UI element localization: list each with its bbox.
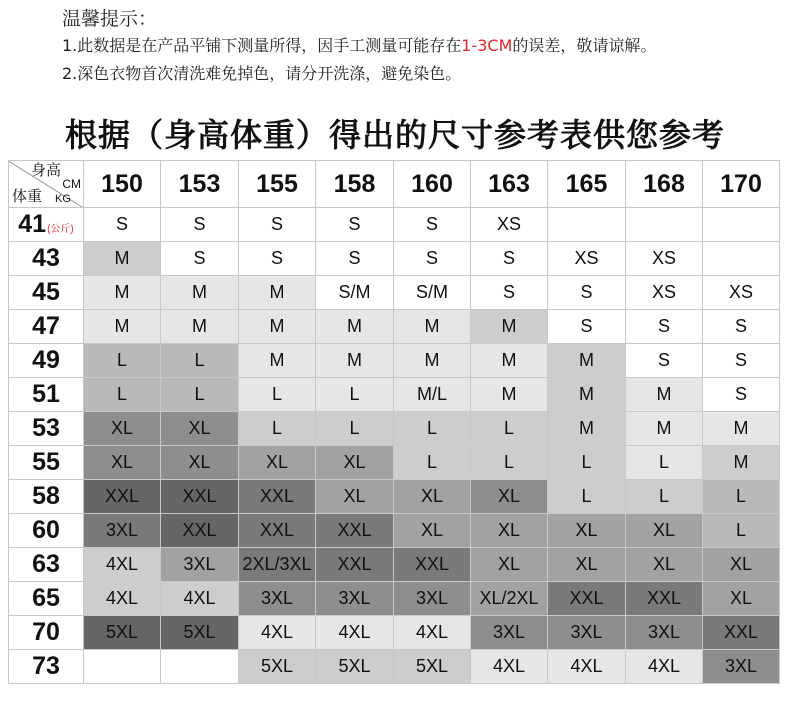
- height-header-cell: 168: [626, 161, 703, 208]
- size-cell: XXL: [316, 548, 394, 582]
- size-cell: XL: [394, 480, 471, 514]
- height-header-cell: 160: [394, 161, 471, 208]
- weight-cell: [9, 412, 84, 446]
- size-cell: S: [161, 208, 239, 242]
- size-cell: 3XL: [548, 616, 626, 650]
- size-cell: 5XL: [239, 650, 316, 684]
- size-cell: 3XL: [161, 548, 239, 582]
- size-cell: XS: [703, 276, 780, 310]
- size-cell: M: [316, 310, 394, 344]
- size-cell: M: [161, 276, 239, 310]
- size-cell: XXL: [548, 582, 626, 616]
- size-cell: L: [84, 344, 161, 378]
- table-row: [9, 446, 780, 480]
- height-header-cell: 155: [239, 161, 316, 208]
- table-row: [9, 208, 780, 242]
- size-cell: L: [626, 446, 703, 480]
- size-cell: 3XL: [84, 514, 161, 548]
- size-cell: 4XL: [239, 616, 316, 650]
- size-cell: XL: [471, 514, 548, 548]
- table-row: [9, 344, 780, 378]
- size-cell: M: [84, 242, 161, 276]
- size-cell: 5XL: [84, 616, 161, 650]
- weight-value: 47: [32, 312, 60, 340]
- weight-value: 70: [32, 618, 60, 646]
- size-cell: XL: [316, 446, 394, 480]
- size-cell: XL: [626, 514, 703, 548]
- table-row: [9, 514, 780, 548]
- size-cell: S/M: [316, 276, 394, 310]
- size-cell: XL: [548, 548, 626, 582]
- size-cell: M: [394, 344, 471, 378]
- weight-value: 51: [32, 380, 60, 408]
- weight-cell: [9, 616, 84, 650]
- size-cell: S: [471, 242, 548, 276]
- note-line-1-highlight: 1-3CM: [461, 36, 513, 55]
- size-cell: M: [394, 310, 471, 344]
- weight-cell: [9, 650, 84, 684]
- size-cell: XS: [626, 276, 703, 310]
- size-cell: M: [471, 310, 548, 344]
- size-cell: L: [703, 514, 780, 548]
- size-cell: M: [84, 276, 161, 310]
- size-cell: XS: [626, 242, 703, 276]
- weight-cell: [9, 582, 84, 616]
- table-row: [9, 480, 780, 514]
- size-cell: [703, 208, 780, 242]
- size-cell: 3XL: [239, 582, 316, 616]
- size-cell: 5XL: [394, 650, 471, 684]
- size-cell: 4XL: [626, 650, 703, 684]
- weight-value: 58: [32, 482, 60, 510]
- size-cell: S: [548, 310, 626, 344]
- weight-value: 73: [32, 652, 60, 680]
- size-cell: XXL: [239, 514, 316, 548]
- height-header-cell: 153: [161, 161, 239, 208]
- size-cell: [703, 242, 780, 276]
- table-row: [9, 650, 780, 684]
- weight-cell: [9, 310, 84, 344]
- notes-title: 温馨提示：: [62, 8, 158, 30]
- size-cell: 3XL: [703, 650, 780, 684]
- size-cell: L: [471, 446, 548, 480]
- size-cell: M: [84, 310, 161, 344]
- size-cell: XL/2XL: [471, 582, 548, 616]
- size-cell: XS: [548, 242, 626, 276]
- size-cell: XL: [84, 446, 161, 480]
- height-header-cell: 150: [84, 161, 161, 208]
- size-cell: S/M: [394, 276, 471, 310]
- size-cell: XL: [161, 412, 239, 446]
- size-cell: L: [394, 412, 471, 446]
- size-cell: S: [394, 242, 471, 276]
- table-row: [9, 310, 780, 344]
- size-cell: XXL: [316, 514, 394, 548]
- table-row: [9, 548, 780, 582]
- size-cell: M: [626, 378, 703, 412]
- note-line-2: 2.深色衣物首次清洗难免掉色，请分开洗涤，避免染色。: [62, 64, 462, 83]
- size-cell: S: [471, 276, 548, 310]
- weight-unit-label: KG: [55, 193, 71, 205]
- size-cell: XL: [161, 446, 239, 480]
- size-cell: 4XL: [316, 616, 394, 650]
- size-cell: S: [161, 242, 239, 276]
- size-cell: 5XL: [316, 650, 394, 684]
- weight-value: 60: [32, 516, 60, 544]
- height-header-cell: 165: [548, 161, 626, 208]
- table-row: [9, 412, 780, 446]
- size-cell: M: [548, 412, 626, 446]
- size-cell: M: [703, 446, 780, 480]
- size-cell: L: [626, 480, 703, 514]
- size-cell: M: [316, 344, 394, 378]
- size-cell: L: [548, 446, 626, 480]
- size-cell: XXL: [703, 616, 780, 650]
- size-cell: XXL: [626, 582, 703, 616]
- table-row: [9, 616, 780, 650]
- size-cell: 5XL: [161, 616, 239, 650]
- weight-value: 63: [32, 550, 60, 578]
- note-line-1-after: 的误差，敬请谅解。: [512, 36, 657, 55]
- size-cell: M: [239, 344, 316, 378]
- size-cell: M: [548, 378, 626, 412]
- weight-cell: [9, 378, 84, 412]
- size-cell: XL: [471, 480, 548, 514]
- weight-value: 65: [32, 584, 60, 612]
- weight-value: 49: [32, 346, 60, 374]
- size-cell: S: [626, 310, 703, 344]
- height-unit-label: CM: [62, 177, 81, 191]
- size-cell: L: [161, 344, 239, 378]
- size-cell: XL: [703, 548, 780, 582]
- corner-cell: [9, 161, 84, 208]
- size-cell: L: [316, 412, 394, 446]
- size-cell: S: [548, 276, 626, 310]
- weight-value: 53: [32, 414, 60, 442]
- size-cell: S: [703, 344, 780, 378]
- size-cell: XL: [316, 480, 394, 514]
- size-cell: 4XL: [471, 650, 548, 684]
- size-cell: L: [548, 480, 626, 514]
- size-cell: XXL: [161, 480, 239, 514]
- size-cell: M: [471, 344, 548, 378]
- size-cell: S: [703, 378, 780, 412]
- size-cell: M: [471, 378, 548, 412]
- weight-value: 45: [32, 278, 60, 306]
- size-cell: XL: [239, 446, 316, 480]
- size-cell: 3XL: [471, 616, 548, 650]
- height-axis-label: 身高: [30, 162, 61, 179]
- size-cell: [626, 208, 703, 242]
- size-cell: M: [548, 344, 626, 378]
- weight-cell: [9, 446, 84, 480]
- table-row: [9, 582, 780, 616]
- size-cell: XS: [471, 208, 548, 242]
- size-cell: S: [84, 208, 161, 242]
- size-cell: XXL: [239, 480, 316, 514]
- weight-cell: [9, 208, 84, 242]
- size-cell: 3XL: [626, 616, 703, 650]
- size-cell: XL: [548, 514, 626, 548]
- size-cell: S: [316, 242, 394, 276]
- size-cell: L: [239, 412, 316, 446]
- size-cell: S: [239, 208, 316, 242]
- size-cell: 3XL: [316, 582, 394, 616]
- size-cell: S: [703, 310, 780, 344]
- weight-cell: [9, 276, 84, 310]
- table-row: [9, 378, 780, 412]
- size-cell: 2XL/3XL: [239, 548, 316, 582]
- height-header-cell: 170: [703, 161, 780, 208]
- size-cell: XXL: [84, 480, 161, 514]
- size-cell: S: [316, 208, 394, 242]
- weight-cell: [9, 242, 84, 276]
- size-cell: L: [394, 446, 471, 480]
- size-chart-table: [8, 160, 780, 684]
- size-cell: 4XL: [161, 582, 239, 616]
- weight-axis-label: 体重: [12, 188, 43, 205]
- weight-cell: [9, 548, 84, 582]
- size-cell: XL: [84, 412, 161, 446]
- size-cell: M: [703, 412, 780, 446]
- page-title: 根据（身高体重）得出的尺寸参考表供您参考: [64, 116, 725, 154]
- size-cell: S: [394, 208, 471, 242]
- size-cell: M: [626, 412, 703, 446]
- weight-value: 41: [18, 210, 47, 238]
- size-cell: XL: [394, 514, 471, 548]
- weight-unit-note: (公斤): [47, 224, 74, 235]
- size-cell: S: [239, 242, 316, 276]
- size-cell: L: [316, 378, 394, 412]
- weight-cell: [9, 344, 84, 378]
- weight-cell: [9, 480, 84, 514]
- size-cell: L: [239, 378, 316, 412]
- notes: [62, 6, 656, 88]
- size-cell: 4XL: [84, 548, 161, 582]
- size-cell: M: [161, 310, 239, 344]
- size-cell: [548, 208, 626, 242]
- size-cell: XXL: [161, 514, 239, 548]
- height-header-cell: 163: [471, 161, 548, 208]
- size-cell: 3XL: [394, 582, 471, 616]
- size-cell: XXL: [394, 548, 471, 582]
- table-row: [9, 276, 780, 310]
- size-cell: M: [239, 276, 316, 310]
- size-cell: [161, 650, 239, 684]
- size-cell: L: [703, 480, 780, 514]
- height-header-row: [9, 161, 780, 208]
- size-cell: L: [84, 378, 161, 412]
- size-cell: S: [626, 344, 703, 378]
- size-cell: XL: [703, 582, 780, 616]
- size-cell: [84, 650, 161, 684]
- note-line-1-before: 1.此数据是在产品平铺下测量所得，因手工测量可能存在: [62, 36, 462, 55]
- size-cell: M: [239, 310, 316, 344]
- weight-cell: [9, 514, 84, 548]
- weight-value: 43: [32, 244, 60, 272]
- size-cell: XL: [626, 548, 703, 582]
- height-header-cell: 158: [316, 161, 394, 208]
- size-cell: XL: [471, 548, 548, 582]
- size-cell: L: [471, 412, 548, 446]
- note-line-1: [62, 32, 656, 60]
- weight-value: 55: [32, 448, 60, 476]
- size-cell: L: [161, 378, 239, 412]
- size-cell: 4XL: [548, 650, 626, 684]
- size-cell: M/L: [394, 378, 471, 412]
- table-row: [9, 242, 780, 276]
- size-cell: 4XL: [394, 616, 471, 650]
- size-cell: 4XL: [84, 582, 161, 616]
